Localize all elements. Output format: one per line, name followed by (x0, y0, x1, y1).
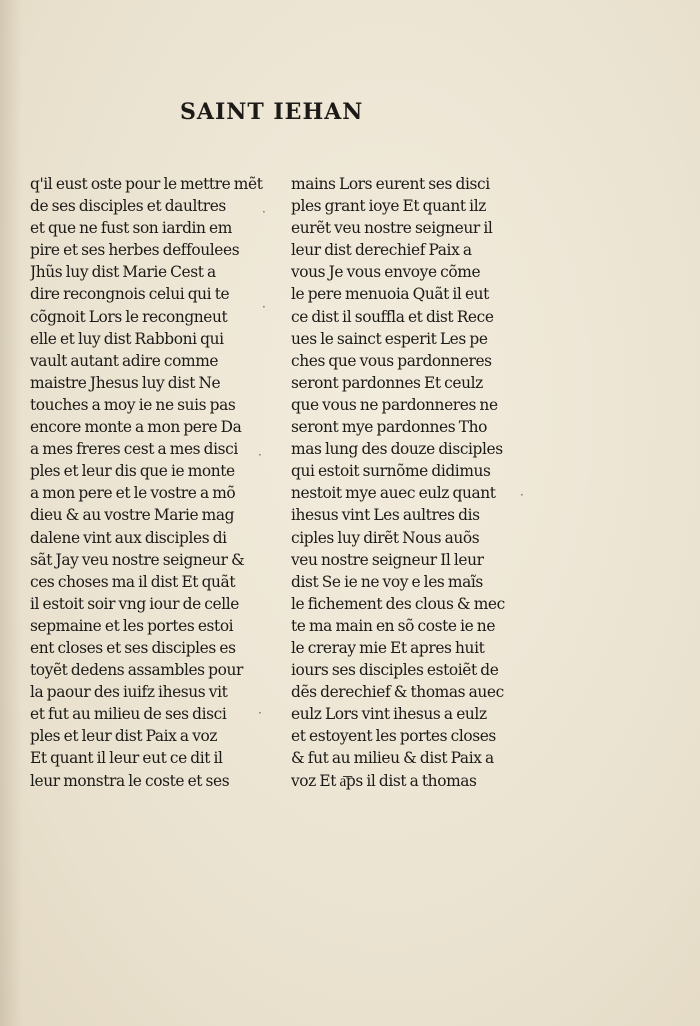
text-line: dist Se ie ne voy e les maĩs (291, 572, 483, 591)
text-line: ent closes et ses disciples es (30, 638, 236, 657)
text-line: a mes freres cest a mes disci (30, 440, 238, 459)
text-line: dalene vint aux disciples di (30, 528, 227, 547)
text-line: seront pardonnes Et ceulz (291, 373, 483, 392)
text-line: vous Je vous envoye cõme (291, 263, 481, 282)
text-line: ces choses ma il dist Et quãt (30, 572, 236, 591)
text-line: veu nostre seigneur Il leur (291, 550, 484, 569)
text-line: le pere menuoia Quãt il eut (291, 285, 489, 304)
text-line: le creray mie Et apres huit (291, 638, 485, 657)
text-line: sepmaine et les portes estoi (30, 616, 234, 635)
text-line: q'il eust oste pour le mettre mẽt (30, 175, 263, 193)
text-line: encore monte a mon pere Da (30, 418, 242, 437)
text-line: et fut au milieu de ses disci (30, 705, 227, 724)
text-line: eurẽt veu nostre seigneur il (291, 219, 493, 238)
ink-speck: · (520, 488, 524, 502)
text-line: ples et leur dis que ie monte (30, 462, 235, 481)
text-line: de ses disciples et daultres (30, 197, 226, 216)
text-line: touches a moy ie ne suis pas (30, 395, 236, 414)
text-line: dieu & au vostre Marie mag (30, 506, 235, 525)
text-line: vault autant adire comme (30, 351, 219, 370)
text-line: elle et luy dist Rabboni qui (30, 329, 224, 348)
text-line: ples et leur dist Paix a voz (30, 727, 218, 746)
text-line: ciples luy dirẽt Nous auõs (291, 528, 480, 547)
ink-speck: · (258, 448, 262, 462)
text-line: te ma main en sõ coste ie ne (291, 616, 496, 635)
text-line: seront mye pardonnes Tho (291, 418, 487, 437)
text-line: & fut au milieu & dist Paix a (291, 749, 494, 768)
text-line: dire recongnois celui qui te (30, 285, 230, 304)
running-title: SAINT IEHAN (180, 99, 364, 125)
text-line: pire et ses herbes deffoulees (30, 241, 240, 260)
ink-speck: · (258, 706, 262, 720)
text-line: il estoit soir vng iour de celle (30, 594, 239, 613)
text-line: eulz Lors vint ihesus a eulz (291, 705, 487, 724)
text-line: dẽs derechief & thomas auec (291, 683, 504, 702)
text-line: ihesus vint Les aultres dis (291, 506, 480, 525)
text-line: maistre Jhesus luy dist Ne (30, 373, 221, 392)
text-line: leur dist derechief Paix a (291, 241, 472, 260)
text-column-right (291, 173, 531, 792)
text-line: et estoyent les portes closes (291, 727, 496, 746)
text-line: la paour des iuifz ihesus vit (30, 683, 228, 702)
text-line: Et quant il leur eut ce dit il (30, 749, 223, 768)
text-line: ches que vous pardonneres (291, 351, 492, 370)
ink-speck: · (262, 205, 266, 219)
text-line: cõgnoit Lors le recongneut (30, 307, 228, 326)
text-line: mains Lors eurent ses disci (291, 175, 490, 193)
text-line: iours ses disciples estoiẽt de (291, 661, 499, 680)
ink-speck: · (262, 300, 266, 314)
text-line: nestoit mye auec eulz quant (291, 484, 496, 503)
text-line: voz Et a͞ps il dist a thomas (291, 771, 477, 790)
text-line: ce dist il souffla et dist Rece (291, 307, 494, 326)
text-line: ples grant ioye Et quant ilz (291, 197, 486, 216)
text-line: sãt Jay veu nostre seigneur & (30, 550, 245, 569)
text-line: a mon pere et le vostre a mõ (30, 484, 236, 503)
text-line: toyẽt dedens assambles pour (30, 661, 243, 680)
text-line: ues le sainct esperit Les pe (291, 329, 488, 348)
text-line: qui estoit surnõme didimus (291, 462, 491, 481)
text-line: mas lung des douze disciples (291, 440, 503, 459)
text-line: leur monstra le coste et ses (30, 771, 230, 790)
text-line: que vous ne pardonneres ne (291, 395, 498, 414)
text-line: et que ne fust son iardin em (30, 219, 232, 238)
gutter-shadow (0, 0, 22, 1026)
text-column-left (30, 173, 270, 792)
text-line: Jhũs luy dist Marie Cest a (30, 263, 216, 282)
text-line: le fichement des clous & mec (291, 594, 505, 613)
